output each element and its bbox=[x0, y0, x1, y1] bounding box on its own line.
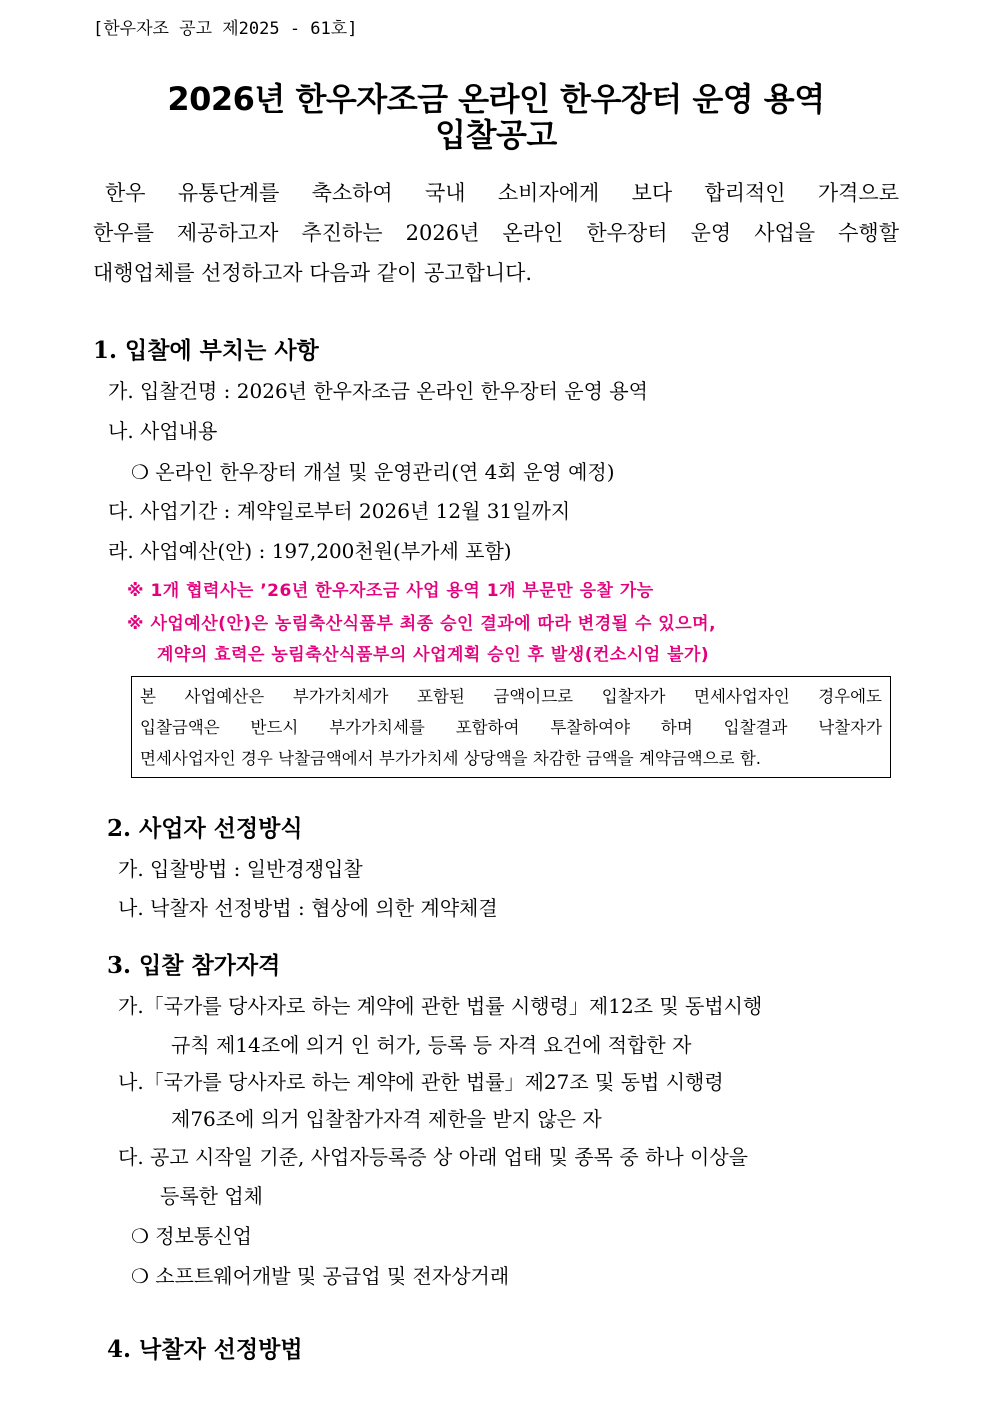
section-1-na-bullet: ❍ 온라인 한우장터 개설 및 운영관리(연 4회 운영 예정) bbox=[131, 460, 615, 484]
section-2-item-ga: 가. 입찰방법 : 일반경쟁입찰 bbox=[118, 857, 363, 881]
section-3-item-na-cont: 제76조에 의거 입찰참가자격 제한을 받지 않은 자 bbox=[171, 1107, 602, 1131]
section-3-heading: 3. 입찰 참가자격 bbox=[107, 952, 281, 979]
section-2-heading: 2. 사업자 선정방식 bbox=[107, 815, 303, 842]
section-1-item-ra: 라. 사업예산(안) : 197,200천원(부가세 포함) bbox=[108, 539, 512, 563]
section-1-item-na: 나. 사업내용 bbox=[108, 419, 218, 443]
intro-line: 한우를 제공하고자 추진하는 2026년 온라인 한우장터 운영 사업을 수행할 bbox=[93, 221, 899, 245]
vat-notice-line: 입찰금액은 반드시 부가가치세를 포함하여 투찰하여야 하며 입찰결과 낙찰자가 bbox=[140, 718, 882, 737]
vat-notice-box bbox=[131, 676, 891, 778]
document-title: 2026년 한우자조금 온라인 한우장터 운영 용역 bbox=[167, 80, 825, 118]
notice-number: [한우자조 공고 제2025 - 61호] bbox=[93, 19, 358, 39]
section-3-bullet-1: ❍ 정보통신업 bbox=[131, 1224, 252, 1248]
section-2-item-na: 나. 낙찰자 선정방법 : 협상에 의한 계약체결 bbox=[118, 896, 498, 920]
vat-notice-line: 본 사업예산은 부가가치세가 포함된 금액이므로 입찰자가 면세사업자인 경우에도 bbox=[140, 687, 882, 706]
section-1-item-da: 다. 사업기간 : 계약일로부터 2026년 12월 31일까지 bbox=[108, 499, 571, 523]
section-3-item-ga-cont: 규칙 제14조에 의거 인 허가, 등록 등 자격 요건에 적합한 자 bbox=[171, 1033, 692, 1057]
document-title-line2: 입찰공고 bbox=[435, 116, 557, 154]
section-3-bullet-2: ❍ 소프트웨어개발 및 공급업 및 전자상거래 bbox=[131, 1264, 510, 1288]
section-3-item-ga: 가.「국가를 당사자로 하는 계약에 관한 법률 시행령」제12조 및 동법시행 bbox=[118, 994, 763, 1018]
intro-line: 대행업체를 선정하고자 다음과 같이 공고합니다. bbox=[93, 261, 533, 285]
section-4-heading: 4. 낙찰자 선정방법 bbox=[107, 1336, 303, 1363]
intro-paragraph bbox=[93, 173, 899, 293]
section-3-item-na: 나.「국가를 당사자로 하는 계약에 관한 법률」제27조 및 동법 시행령 bbox=[118, 1070, 724, 1094]
note-budget: ※ 사업예산(안)은 농림축산식품부 최종 승인 결과에 따라 변경될 수 있으며, bbox=[127, 614, 717, 634]
section-1-item-ga: 가. 입찰건명 : 2026년 한우자조금 온라인 한우장터 운영 용역 bbox=[108, 379, 648, 403]
section-3-item-da-cont: 등록한 업체 bbox=[160, 1184, 263, 1208]
section-3-item-da: 다. 공고 시작일 기준, 사업자등록증 상 아래 업태 및 종목 중 하나 이상을 bbox=[118, 1145, 748, 1169]
note-consortium: ※ 1개 협력사는 ’26년 한우자조금 사업 용역 1개 부문만 응찰 가능 bbox=[127, 581, 654, 601]
vat-notice-line: 면세사업자인 경우 낙찰금액에서 부가가치세 상당액을 차감한 금액을 계약금액으로 함. bbox=[140, 749, 762, 768]
intro-line: 한우 유통단계를 축소하여 국내 소비자에게 보다 합리적인 가격으로 bbox=[105, 181, 899, 205]
note-budget-line2: 계약의 효력은 농림축산식품부의 사업계획 승인 후 발생(컨소시엄 불가) bbox=[157, 645, 710, 665]
section-1-heading: 1. 입찰에 부치는 사항 bbox=[93, 337, 319, 364]
